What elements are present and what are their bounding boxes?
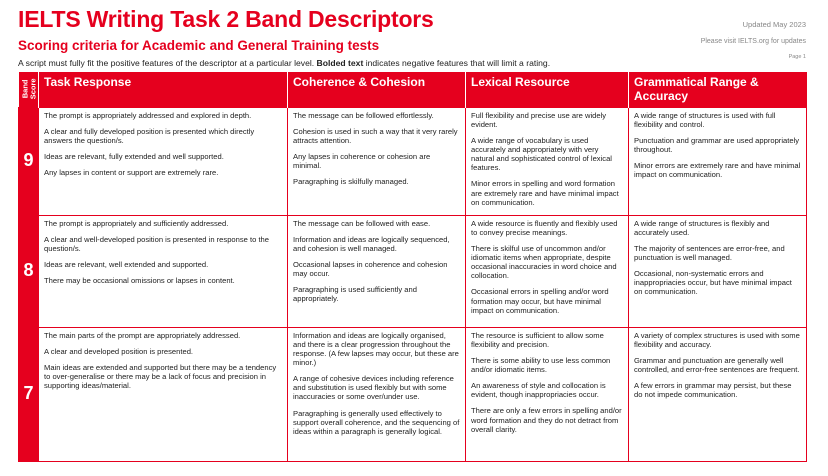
descriptor-text: A range of cohesive devices including reference and substitution is used flexibly but with some inaccuracies or some over/under use. (293, 374, 454, 402)
task-response-cell (39, 215, 288, 327)
descriptor-text: Ideas are relevant, well extended and supported. (44, 260, 209, 270)
descriptor-text: A clear and well-developed position is presented in response to the question/s. (44, 234, 270, 253)
grammatical-range-accuracy-cell (629, 215, 807, 327)
descriptor-text: Occasional lapses in coherence and cohesion may occur. (293, 260, 448, 279)
band-score: 7 (19, 327, 39, 461)
descriptor-text: There may be occasional omissions or lapses in content. (44, 276, 235, 286)
table-row (19, 215, 807, 327)
descriptor-text: A clear and fully developed position is presented which directly answers the question/s. (44, 126, 255, 145)
band-score: 9 (19, 107, 39, 215)
grammatical-range-accuracy-header: Grammatical Range & Accuracy (629, 72, 807, 107)
descriptor-text: A wide range of vocabulary is used accurately and appropriately with very natural and sophisticated control of lexical features. (471, 136, 612, 173)
descriptor-text: The prompt is appropriately addressed and explored in depth. (44, 110, 252, 120)
descriptor-text: Full flexibility and precise use are widely evident. (471, 110, 607, 129)
updated-date: Updated May 2023 (742, 20, 806, 29)
descriptor-text: The message can be followed with ease. (293, 218, 431, 228)
task-response-header: Task Response (39, 72, 288, 107)
descriptor-text: The main parts of the prompt are appropriately addressed. (44, 330, 241, 340)
lexical-resource-cell (466, 327, 629, 461)
descriptor-text: The majority of sentences are error-free, and punctuation is well managed. (634, 244, 785, 263)
descriptor-text: There is some ability to use less common and/or idiomatic items. (471, 356, 611, 375)
lexical-resource-cell (466, 215, 629, 327)
table-row (19, 107, 807, 215)
descriptor-text: The prompt is appropriately and sufficiently addressed. (44, 218, 229, 228)
intro-bold-text: Bolded text (316, 58, 364, 68)
descriptor-text: The resource is sufficient to allow some flexibility and precision. (471, 330, 604, 349)
task-response-cell (39, 327, 288, 461)
descriptor-text: A wide range of structures is used with full flexibility and control. (634, 110, 776, 129)
descriptor-text: Paragraphing is used sufficiently and appropriately. (293, 285, 417, 304)
descriptor-text: Grammar and punctuation are generally well controlled, and error-free sentences are frequent. (634, 356, 800, 375)
page-number: Page 1 (788, 54, 806, 60)
descriptor-text: Punctuation and grammar are used appropriately throughout. (634, 136, 800, 155)
table-row (19, 327, 807, 461)
descriptor-text: Paragraphing is skilfully managed. (293, 177, 409, 187)
band-score-header: Band Score (19, 72, 39, 107)
descriptor-text: Minor errors in spelling and word formation are extremely rare and have minimal impact on communication. (471, 179, 619, 207)
descriptor-text: A wide resource is fluently and flexibly used to convey precise meanings. (471, 218, 618, 237)
lexical-resource-header: Lexical Resource (466, 72, 629, 107)
descriptor-text: An awareness of style and collocation is evident, though inappropriacies occur. (471, 381, 606, 400)
coherence-cohesion-cell (288, 107, 466, 215)
descriptor-text: Cohesion is used in such a way that it very rarely attracts attention. (293, 126, 458, 145)
descriptor-text: Main ideas are extended and supported but there may be a tendency to over-generalise or there may be a lack of focus and precision in supporting ideas/material. (44, 363, 277, 391)
coherence-cohesion-header: Coherence & Cohesion (288, 72, 466, 107)
descriptor-text: Information and ideas are logically organised, and there is a clear progression throughout the response. (A few lapses may occur, but these are minor.) (293, 330, 459, 368)
intro-text-start: A script must fully fit the positive features of the descriptor at a particular level. (18, 58, 317, 68)
descriptor-text: The message can be followed effortlessly. (293, 110, 434, 120)
descriptor-text: A wide range of structures is flexibly and accurately used. (634, 218, 770, 237)
lexical-resource-cell (466, 107, 629, 215)
descriptor-text: A few errors in grammar may persist, but these do not impede communication. (634, 381, 792, 400)
coherence-cohesion-cell (288, 327, 466, 461)
descriptor-text: Paragraphing is generally used effectively to support overall coherence, and the sequencing of ideas within a paragraph is generally logical. (293, 408, 460, 436)
descriptor-text: Any lapses in content or support are extremely rare. (44, 168, 219, 178)
grammatical-range-accuracy-cell (629, 327, 807, 461)
band-descriptors-table (18, 72, 807, 462)
descriptor-text: Minor errors are extremely rare and have minimal impact on communication. (634, 161, 801, 180)
visit-link[interactable]: Please visit IELTS.org for updates (700, 38, 806, 45)
descriptor-text: There is skilful use of uncommon and/or idiomatic items when appropriate, despite occasional inaccuracies in word choice and collocation. (471, 244, 617, 281)
intro-text (18, 58, 550, 68)
grammatical-range-accuracy-cell (629, 107, 807, 215)
page-title: IELTS Writing Task 2 Band Descriptors (18, 6, 434, 32)
descriptor-text: Any lapses in coherence or cohesion are minimal. (293, 152, 431, 171)
task-response-cell (39, 107, 288, 215)
band-score: 8 (19, 215, 39, 327)
descriptor-text: Occasional errors in spelling and/or word formation may occur, but have minimal impact on communication. (471, 287, 609, 315)
descriptor-text: There are only a few errors in spelling and/or word formation and they do not detract from overall clarity. (471, 406, 622, 434)
descriptor-text: A variety of complex structures is used with some flexibility and accuracy. (634, 330, 800, 349)
descriptor-text: A clear and developed position is presented. (44, 346, 194, 356)
descriptor-text: Ideas are relevant, fully extended and well supported. (44, 152, 224, 162)
descriptor-text: Occasional, non-systematic errors and inappropriacies occur, but have minimal impact on communication. (634, 269, 792, 297)
table-header-row (19, 72, 807, 107)
intro-text-end: indicates negative features that will limit a rating. (363, 58, 551, 68)
descriptor-text: Information and ideas are logically sequenced, and cohesion is well managed. (293, 234, 450, 253)
page-subtitle: Scoring criteria for Academic and General Training tests (18, 38, 380, 53)
coherence-cohesion-cell (288, 215, 466, 327)
